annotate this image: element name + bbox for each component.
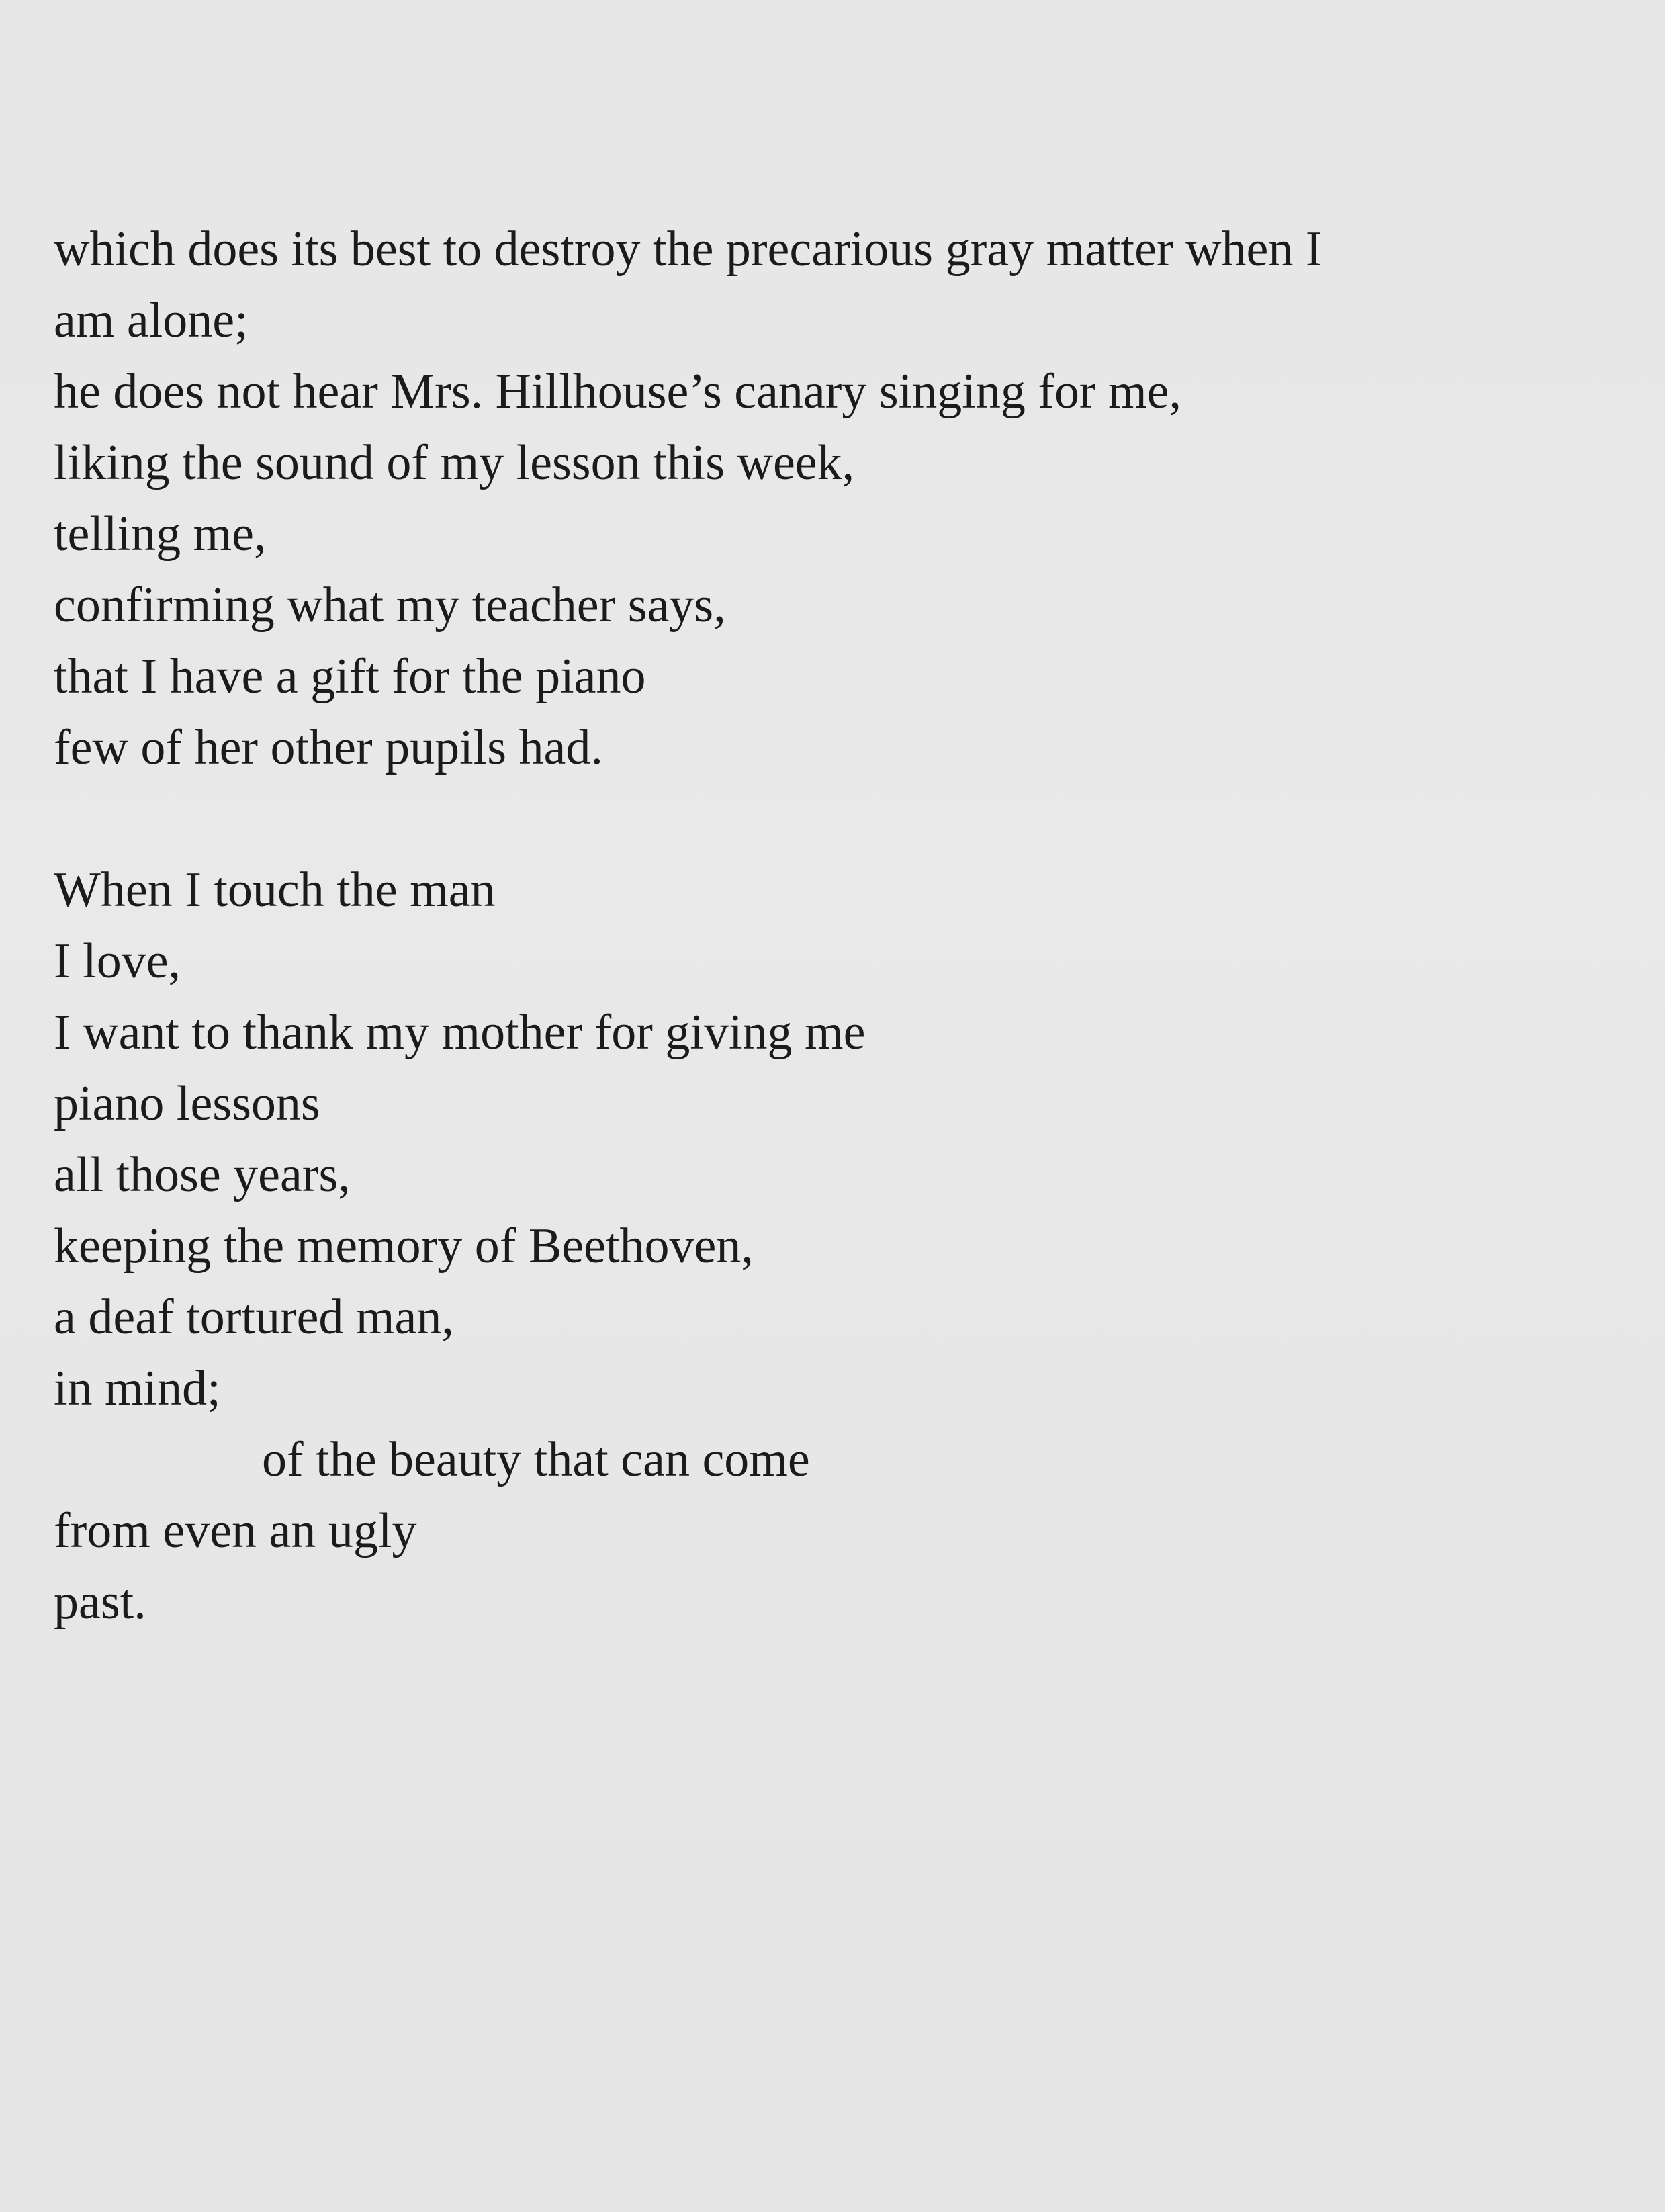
poem-line: he does not hear Mrs. Hillhouse’s canary singing for me, — [54, 364, 1182, 419]
poem-line: which does its best to destroy the precarious gray matter when I — [54, 222, 1322, 277]
poem-line: in mind; — [54, 1361, 221, 1416]
poem-line: a deaf tortured man, — [54, 1290, 454, 1345]
poem-line: I want to thank my mother for giving me — [54, 1005, 866, 1060]
poem-line: from even an ugly — [54, 1503, 417, 1558]
poem-line: all those years, — [54, 1147, 351, 1202]
poem-line: liking the sound of my lesson this week, — [54, 435, 855, 490]
stanza-1 — [54, 214, 1599, 783]
poem-line: past. — [54, 1575, 146, 1630]
stanza-2 — [54, 854, 1599, 1638]
stanza-break — [54, 783, 1599, 854]
poem-line: few of her other pupils had. — [54, 720, 603, 775]
poem-line: piano lessons — [54, 1076, 320, 1131]
poem-line: that I have a gift for the piano — [54, 649, 646, 704]
poem-text — [54, 214, 1599, 1638]
poem-line: confirming what my teacher says, — [54, 578, 726, 633]
poem-line: When I touch the man — [54, 862, 496, 918]
poem-line-indented: of the beauty that can come — [262, 1432, 810, 1487]
poem-line: keeping the memory of Beethoven, — [54, 1219, 754, 1274]
poem-line: telling me, — [54, 506, 267, 562]
poem-line: I love, — [54, 934, 181, 989]
poem-line: am alone; — [54, 293, 249, 348]
